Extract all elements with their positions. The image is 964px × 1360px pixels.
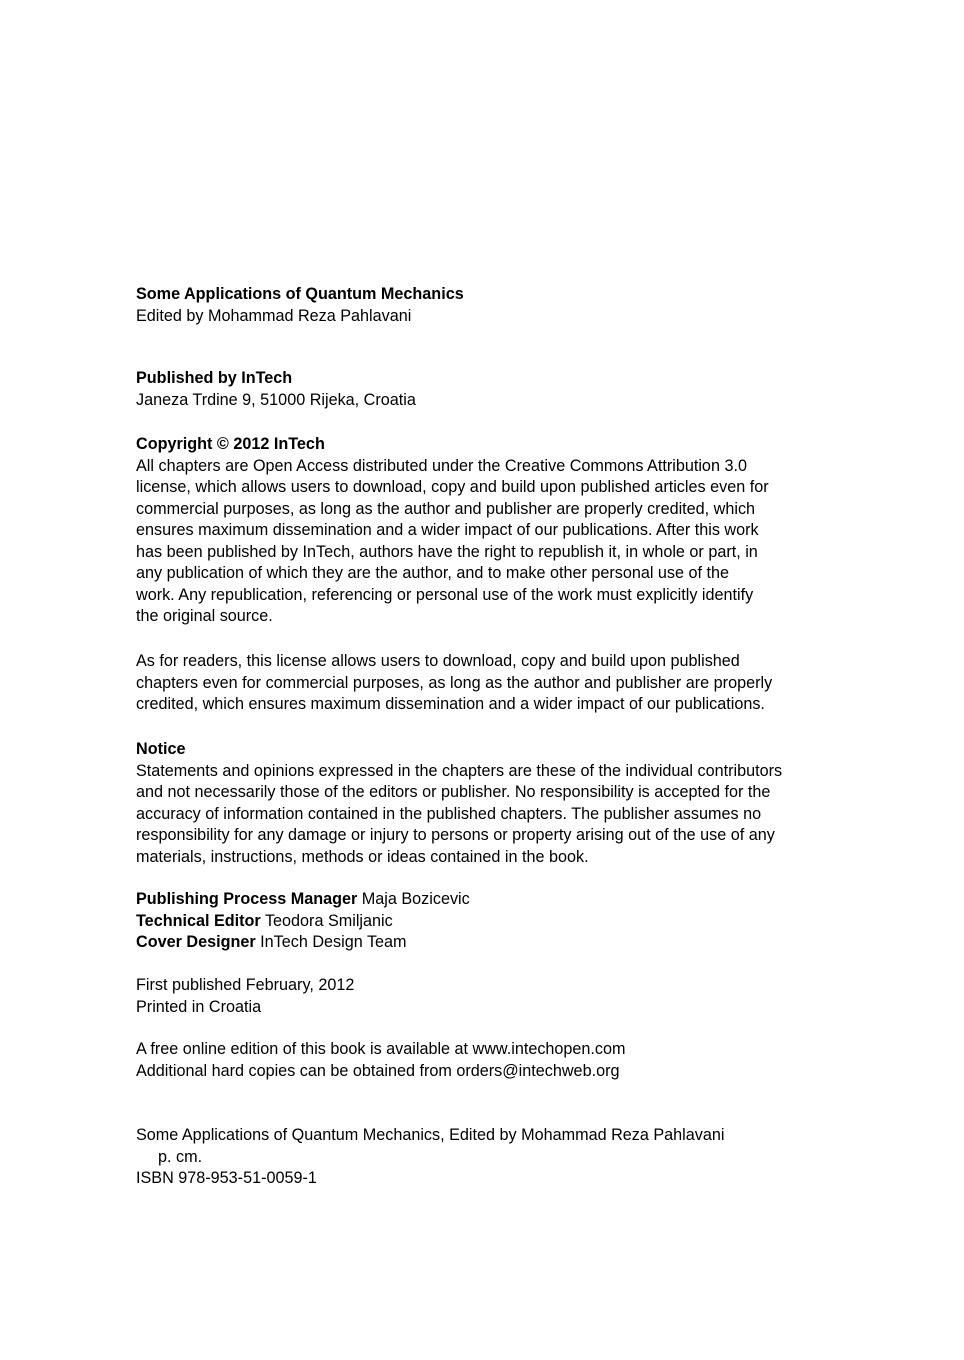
copyright-paragraph-2 <box>136 651 836 716</box>
copyright-block <box>136 434 836 628</box>
editor-line: Edited by Mohammad Reza Pahlavani <box>136 306 412 325</box>
credit-line <box>136 889 836 911</box>
catalog-citation: Some Applications of Quantum Mechanics, Edited by Mohammad Reza Pahlavani <box>136 1126 725 1144</box>
text-line: accuracy of information contained in the published chapters. The publisher assumes no <box>136 804 762 823</box>
publisher-heading: Published by InTech <box>136 369 293 387</box>
publisher-block <box>136 368 836 411</box>
catalog-pages: p. cm. <box>158 1147 203 1166</box>
credit-line <box>136 911 836 933</box>
text-line: the original source. <box>136 607 273 625</box>
text-line: ensures maximum dissemination and a wider impact of our publications. After this work <box>136 521 759 539</box>
text-line: has been published by InTech, authors have the right to republish it, in whole or part, in <box>136 542 758 561</box>
text-line: commercial purposes, as long as the author and publisher are properly credited, which <box>136 499 756 518</box>
book-title: Some Applications of Quantum Mechanics <box>136 285 464 303</box>
text-line: work. Any republication, referencing or personal use of the work must explicitly identify <box>136 585 754 604</box>
printed-in: Printed in Croatia <box>136 997 262 1016</box>
notice-heading: Notice <box>136 740 186 758</box>
text-line: materials, instructions, methods or ideas contained in the book. <box>136 847 589 866</box>
online-edition-note: A free online edition of this book is available at www.intechopen.com <box>136 1040 626 1058</box>
notice-block <box>136 739 836 868</box>
text-line: and not necessarily those of the editors or publisher. No responsibility is accepted for the <box>136 783 771 801</box>
credit-line <box>136 932 836 954</box>
credit-role: Publishing Process Manager <box>136 890 358 908</box>
publisher-address: Janeza Trdine 9, 51000 Rijeka, Croatia <box>136 390 416 409</box>
copyright-paragraph-1 <box>136 456 836 628</box>
first-published: First published February, 2012 <box>136 976 355 994</box>
copyright-heading: Copyright © 2012 InTech <box>136 435 325 453</box>
text-line: chapters even for commercial purposes, as long as the author and publisher are properly <box>136 673 773 692</box>
credits-block <box>136 889 836 954</box>
credit-name: InTech Design Team <box>260 933 407 951</box>
text-line: As for readers, this license allows users to download, copy and build upon published <box>136 652 740 670</box>
text-line: responsibility for any damage or injury to persons or property arising out of the use of any <box>136 826 775 844</box>
credit-role: Technical Editor <box>136 911 261 930</box>
credit-name: Teodora Smiljanic <box>264 911 393 930</box>
hard-copies-note: Additional hard copies can be obtained from orders@intechweb.org <box>136 1061 620 1080</box>
availability-block <box>136 1039 836 1082</box>
credit-name: Maja Bozicevic <box>361 890 470 908</box>
credit-role: Cover Designer <box>136 933 256 951</box>
catalog-block <box>136 1125 836 1190</box>
title-block <box>136 284 836 327</box>
text-line: any publication of which they are the author, and to make other personal use of the <box>136 564 730 582</box>
text-line: Statements and opinions expressed in the chapters are these of the individual contributors <box>136 761 783 780</box>
text-line: license, which allows users to download, copy and build upon published articles even for <box>136 478 769 496</box>
publication-block <box>136 975 836 1018</box>
text-line: credited, which ensures maximum dissemination and a wider impact of our publications. <box>136 695 765 713</box>
isbn: ISBN 978-953-51-0059-1 <box>136 1169 317 1187</box>
text-line: All chapters are Open Access distributed under the Creative Commons Attribution 3.0 <box>136 456 747 475</box>
